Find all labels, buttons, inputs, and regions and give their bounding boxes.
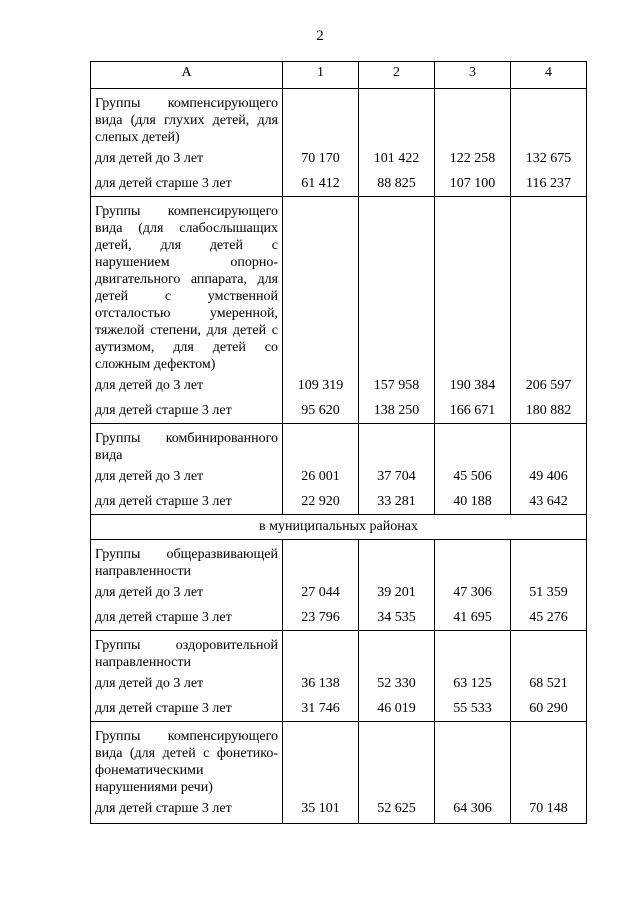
value-cell: 55 533 (435, 696, 511, 722)
value-cell: 35 101 (283, 796, 359, 824)
group-label: Группы компенсирующего вида (для глухих детей, для слепых детей) (91, 89, 283, 147)
empty-cell (359, 722, 435, 797)
table-row (91, 671, 587, 696)
value-cell: 22 920 (283, 489, 359, 515)
value-cell: 41 695 (435, 605, 511, 631)
value-cell: 190 384 (435, 373, 511, 398)
empty-cell (511, 89, 587, 147)
value-cell: 45 506 (435, 464, 511, 489)
section-row (91, 515, 587, 540)
group-label: Группы оздоровительной направленности (91, 631, 283, 672)
value-cell: 47 306 (435, 580, 511, 605)
value-cell: 122 258 (435, 146, 511, 171)
table-row (91, 146, 587, 171)
value-cell: 23 796 (283, 605, 359, 631)
group-row (91, 424, 587, 465)
value-cell: 52 330 (359, 671, 435, 696)
empty-cell (511, 722, 587, 797)
value-cell: 52 625 (359, 796, 435, 824)
empty-cell (359, 424, 435, 465)
row-label: для детей старше 3 лет (91, 796, 283, 824)
empty-cell (283, 631, 359, 672)
row-label: для детей старше 3 лет (91, 489, 283, 515)
empty-cell (283, 722, 359, 797)
column-header-4: 4 (511, 62, 587, 89)
value-cell: 46 019 (359, 696, 435, 722)
group-label: Группы общеразвивающей направленности (91, 540, 283, 581)
empty-cell (511, 540, 587, 581)
empty-cell (283, 540, 359, 581)
group-row (91, 631, 587, 672)
table-row (91, 373, 587, 398)
group-row (91, 89, 587, 147)
row-label: для детей старше 3 лет (91, 171, 283, 197)
empty-cell (435, 424, 511, 465)
value-cell: 116 237 (511, 171, 587, 197)
value-cell: 39 201 (359, 580, 435, 605)
empty-cell (359, 540, 435, 581)
value-cell: 36 138 (283, 671, 359, 696)
value-cell: 68 521 (511, 671, 587, 696)
tariff-table (90, 61, 587, 824)
empty-cell (435, 631, 511, 672)
row-label: для детей старше 3 лет (91, 398, 283, 424)
column-header-a: А (91, 62, 283, 89)
empty-cell (511, 424, 587, 465)
row-label: для детей до 3 лет (91, 580, 283, 605)
table-row (91, 171, 587, 197)
value-cell: 180 882 (511, 398, 587, 424)
table-header (91, 62, 587, 89)
table-body (91, 89, 587, 824)
column-header-1: 1 (283, 62, 359, 89)
table-row (91, 398, 587, 424)
value-cell: 27 044 (283, 580, 359, 605)
value-cell: 37 704 (359, 464, 435, 489)
table-row (91, 464, 587, 489)
value-cell: 49 406 (511, 464, 587, 489)
value-cell: 95 620 (283, 398, 359, 424)
group-label: Группы компенсирующего вида (для детей с фонетико-фонематическими нарушениями речи) (91, 722, 283, 797)
value-cell: 34 535 (359, 605, 435, 631)
value-cell: 61 412 (283, 171, 359, 197)
group-row (91, 197, 587, 374)
row-label: для детей до 3 лет (91, 464, 283, 489)
group-row (91, 722, 587, 797)
value-cell: 51 359 (511, 580, 587, 605)
page-number: 2 (316, 28, 324, 44)
table-row (91, 489, 587, 515)
row-label: для детей до 3 лет (91, 373, 283, 398)
section-label: в муниципальных районах (91, 515, 587, 540)
empty-cell (283, 89, 359, 147)
value-cell: 60 290 (511, 696, 587, 722)
empty-cell (435, 89, 511, 147)
empty-cell (435, 197, 511, 374)
row-label: для детей до 3 лет (91, 146, 283, 171)
value-cell: 88 825 (359, 171, 435, 197)
value-cell: 45 276 (511, 605, 587, 631)
value-cell: 63 125 (435, 671, 511, 696)
value-cell: 101 422 (359, 146, 435, 171)
value-cell: 132 675 (511, 146, 587, 171)
value-cell: 109 319 (283, 373, 359, 398)
group-label: Группы комбинированного вида (91, 424, 283, 465)
table-row (91, 605, 587, 631)
value-cell: 70 148 (511, 796, 587, 824)
empty-cell (283, 424, 359, 465)
column-header-2: 2 (359, 62, 435, 89)
value-cell: 43 642 (511, 489, 587, 515)
empty-cell (359, 631, 435, 672)
value-cell: 26 001 (283, 464, 359, 489)
value-cell: 33 281 (359, 489, 435, 515)
row-label: для детей старше 3 лет (91, 605, 283, 631)
row-label: для детей старше 3 лет (91, 696, 283, 722)
empty-cell (435, 540, 511, 581)
group-row (91, 540, 587, 581)
value-cell: 64 306 (435, 796, 511, 824)
empty-cell (511, 197, 587, 374)
value-cell: 40 188 (435, 489, 511, 515)
value-cell: 138 250 (359, 398, 435, 424)
value-cell: 31 746 (283, 696, 359, 722)
table-row (91, 696, 587, 722)
table-row (91, 796, 587, 824)
value-cell: 157 958 (359, 373, 435, 398)
table-row (91, 580, 587, 605)
value-cell: 206 597 (511, 373, 587, 398)
group-label: Группы компенсирующего вида (для слабослышащих детей, для детей с нарушением опорно-двигательного аппарата, для детей с умственной отсталостью умеренной, тяжелой степени, для детей с аутизмом, для детей со сложным дефектом) (91, 197, 283, 374)
value-cell: 107 100 (435, 171, 511, 197)
empty-cell (359, 89, 435, 147)
value-cell: 70 170 (283, 146, 359, 171)
row-label: для детей до 3 лет (91, 671, 283, 696)
value-cell: 166 671 (435, 398, 511, 424)
header-row (91, 62, 587, 89)
column-header-3: 3 (435, 62, 511, 89)
empty-cell (283, 197, 359, 374)
empty-cell (435, 722, 511, 797)
empty-cell (511, 631, 587, 672)
empty-cell (359, 197, 435, 374)
